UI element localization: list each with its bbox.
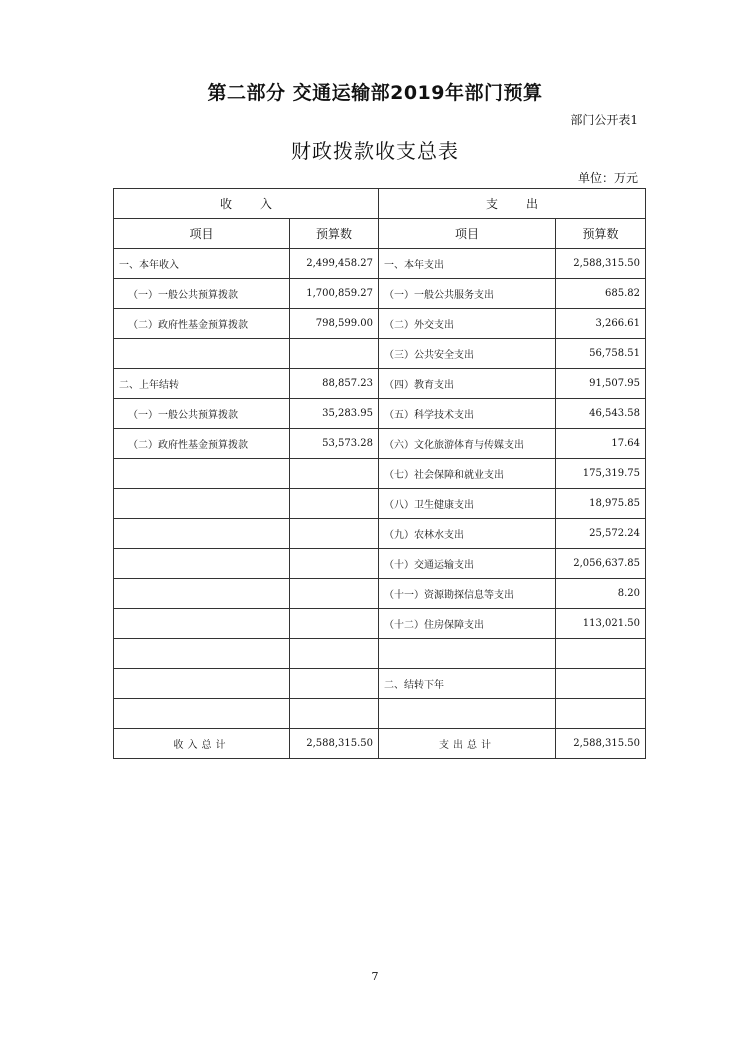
table-title: 财政拨款收支总表 (291, 139, 459, 163)
expense-value-cell: 17.64 (556, 429, 646, 459)
column-header-row (114, 219, 646, 249)
income-item-cell: （一）一般公共预算拨款 (114, 399, 290, 429)
income-item-cell (114, 669, 290, 699)
table-row (114, 549, 646, 579)
income-value-cell: 2,499,458.27 (290, 249, 379, 279)
expense-item-cell (379, 699, 556, 729)
table-row (114, 579, 646, 609)
totals-row (114, 729, 646, 759)
table-row (114, 489, 646, 519)
income-value-cell (290, 639, 379, 669)
income-value-cell (290, 549, 379, 579)
income-budget-header: 预算数 (290, 219, 379, 249)
expense-total-label: 支出总计 (379, 729, 556, 759)
income-item-cell: （二）政府性基金预算拨款 (114, 309, 290, 339)
expense-value-cell: 175,319.75 (556, 459, 646, 489)
income-total-value: 2,588,315.50 (290, 729, 379, 759)
expense-header: 支出 (379, 189, 646, 219)
expense-item-cell: （八）卫生健康支出 (379, 489, 556, 519)
income-value-cell (290, 519, 379, 549)
income-value-cell (290, 489, 379, 519)
income-value-cell (290, 669, 379, 699)
expense-item-cell: （五）科学技术支出 (379, 399, 556, 429)
section-header-row (114, 189, 646, 219)
income-item-cell (114, 489, 290, 519)
income-item-cell: （一）一般公共预算拨款 (114, 279, 290, 309)
table-row (114, 519, 646, 549)
expense-value-cell (556, 699, 646, 729)
expense-value-cell: 91,507.95 (556, 369, 646, 399)
budget-table (113, 188, 646, 759)
expense-item-cell: （四）教育支出 (379, 369, 556, 399)
income-value-cell: 53,573.28 (290, 429, 379, 459)
table-row (114, 669, 646, 699)
expense-value-cell: 18,975.85 (556, 489, 646, 519)
expense-budget-header: 预算数 (556, 219, 646, 249)
income-value-cell (290, 609, 379, 639)
table-id: 部门公开表1 (570, 113, 638, 127)
expense-value-cell: 113,021.50 (556, 609, 646, 639)
income-header: 收入 (114, 189, 379, 219)
expense-value-cell (556, 669, 646, 699)
part-title: 第二部分 交通运输部2019年部门预算 (207, 82, 543, 104)
table-row (114, 429, 646, 459)
expense-value-cell: 56,758.51 (556, 339, 646, 369)
income-value-cell (290, 339, 379, 369)
expense-item-cell: （一）一般公共服务支出 (379, 279, 556, 309)
expense-value-cell: 685.82 (556, 279, 646, 309)
table-row (114, 639, 646, 669)
expense-value-cell: 2,588,315.50 (556, 249, 646, 279)
expense-item-cell: （六）文化旅游体育与传媒支出 (379, 429, 556, 459)
expense-value-cell: 3,266.61 (556, 309, 646, 339)
income-item-cell: 二、上年结转 (114, 369, 290, 399)
table-body (114, 249, 646, 729)
expense-item-cell: （二）外交支出 (379, 309, 556, 339)
unit-label: 单位：万元 (577, 171, 638, 185)
expense-item-cell: （七）社会保障和就业支出 (379, 459, 556, 489)
table-row (114, 459, 646, 489)
expense-item-cell (379, 639, 556, 669)
income-total-label: 收入总计 (114, 729, 290, 759)
table-row (114, 249, 646, 279)
table-row (114, 609, 646, 639)
income-item-header: 项目 (114, 219, 290, 249)
income-item-cell (114, 579, 290, 609)
income-value-cell: 88,857.23 (290, 369, 379, 399)
expense-value-cell (556, 639, 646, 669)
expense-item-cell: （十）交通运输支出 (379, 549, 556, 579)
expense-item-cell: （十二）住房保障支出 (379, 609, 556, 639)
income-item-cell: 一、本年收入 (114, 249, 290, 279)
expense-item-cell: 一、本年支出 (379, 249, 556, 279)
income-value-cell: 35,283.95 (290, 399, 379, 429)
income-value-cell: 798,599.00 (290, 309, 379, 339)
expense-item-cell: （九）农林水支出 (379, 519, 556, 549)
income-item-cell (114, 549, 290, 579)
income-item-cell (114, 609, 290, 639)
expense-item-cell: （十一）资源勘探信息等支出 (379, 579, 556, 609)
page-number: 7 (371, 970, 379, 983)
income-value-cell (290, 579, 379, 609)
expense-item-header: 项目 (379, 219, 556, 249)
income-item-cell (114, 699, 290, 729)
income-item-cell (114, 519, 290, 549)
table-row (114, 399, 646, 429)
income-item-cell (114, 639, 290, 669)
expense-value-cell: 8.20 (556, 579, 646, 609)
income-item-cell (114, 339, 290, 369)
income-value-cell: 1,700,859.27 (290, 279, 379, 309)
table-row (114, 309, 646, 339)
expense-value-cell: 2,056,637.85 (556, 549, 646, 579)
expense-value-cell: 46,543.58 (556, 399, 646, 429)
table-row (114, 369, 646, 399)
income-value-cell (290, 699, 379, 729)
income-item-cell (114, 459, 290, 489)
expense-item-cell: （三）公共安全支出 (379, 339, 556, 369)
expense-total-value: 2,588,315.50 (556, 729, 646, 759)
table-row (114, 339, 646, 369)
table-row (114, 279, 646, 309)
expense-item-cell: 二、结转下年 (379, 669, 556, 699)
income-value-cell (290, 459, 379, 489)
table-row (114, 699, 646, 729)
income-item-cell: （二）政府性基金预算拨款 (114, 429, 290, 459)
expense-value-cell: 25,572.24 (556, 519, 646, 549)
